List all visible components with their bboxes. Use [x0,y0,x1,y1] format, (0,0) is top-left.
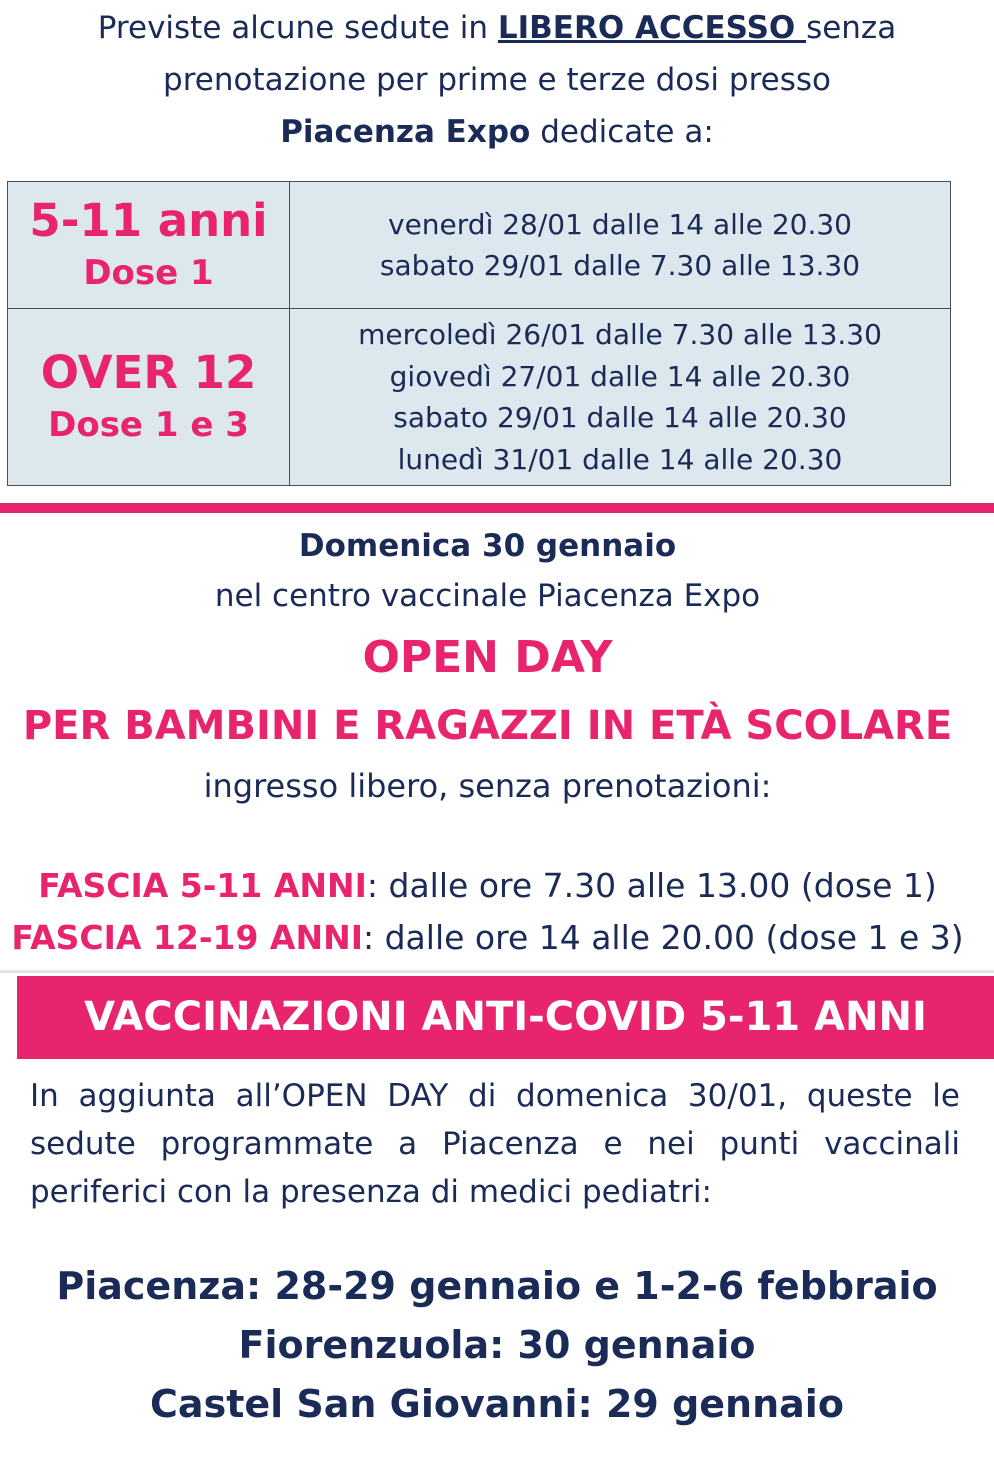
age-bands [0,860,975,964]
slots-cell [290,182,951,309]
time-slot: mercoledì 26/01 dalle 7.30 alle 13.30 [358,318,882,351]
time-slot: giovedì 27/01 dalle 14 alle 20.30 [389,359,851,393]
place-item: Fiorenzuola: 30 gennaio [238,1323,756,1367]
group-cell [8,309,290,486]
place-item: Castel San Giovanni: 29 gennaio [150,1382,844,1426]
intro-text-part2: senza [806,10,897,46]
age-band-text: : dalle ore 14 alle 20.00 (dose 1 e 3) [363,918,964,957]
group-dose: Dose 1 [83,253,214,293]
open-day-subtitle: PER BAMBINI E RAGAZZI IN ETÀ SCOLARE [22,703,953,749]
intro-line-1 [0,2,994,54]
age-band-text: : dalle ore 7.30 alle 13.00 (dose 1) [366,866,937,905]
group-title: OVER 12 [40,346,257,399]
open-day-date: Domenica 30 gennaio [298,528,677,564]
intro-text-part1: Previste alcune sedute in [97,10,498,46]
schedule-table [7,181,951,486]
section-banner: VACCINAZIONI ANTI-COVID 5-11 ANNI [17,976,994,1059]
group-cell [8,182,290,309]
grey-divider [0,970,994,973]
schedule-row [8,309,951,486]
age-band [0,860,975,912]
open-day-place: nel centro vaccinale Piacenza Expo [214,578,761,614]
open-day-section [0,521,975,813]
age-band-label: FASCIA 5-11 ANNI [38,866,367,905]
age-band-label: FASCIA 12-19 ANNI [11,918,363,957]
slots-cell [290,309,951,486]
open-day-title: OPEN DAY [362,632,613,683]
intro-text-part3: dedicate a: [530,114,714,150]
age-band [0,912,975,964]
intro-text [0,2,994,158]
libero-accesso-highlight: LIBERO ACCESSO [497,10,807,46]
info-paragraph: In aggiunta all’OPEN DAY di domenica 30/01, queste le sedute programmate a Piacenza e nei punti vaccinali periferici con la presenza di medici pediatri: [30,1078,960,1210]
venue-name: Piacenza Expo [280,114,531,150]
place-item: Piacenza: 28-29 gennaio e 1-2-6 febbraio [56,1264,938,1308]
intro-line-3 [0,106,994,158]
time-slot: sabato 29/01 dalle 14 alle 20.30 [393,401,847,434]
group-title: 5-11 anni [29,194,268,247]
intro-line-2: prenotazione per prime e terze dosi presso [163,62,831,98]
open-day-access: ingresso libero, senza prenotazioni: [203,767,772,805]
schedule-row [8,182,951,309]
time-slot: lunedì 31/01 dalle 14 alle 20.30 [397,442,843,476]
time-slot: venerdì 28/01 dalle 14 alle 20.30 [388,207,852,241]
pink-divider [0,503,994,513]
time-slot: sabato 29/01 dalle 7.30 alle 13.30 [379,249,861,282]
places-list [0,1257,994,1434]
group-dose: Dose 1 e 3 [48,405,249,445]
